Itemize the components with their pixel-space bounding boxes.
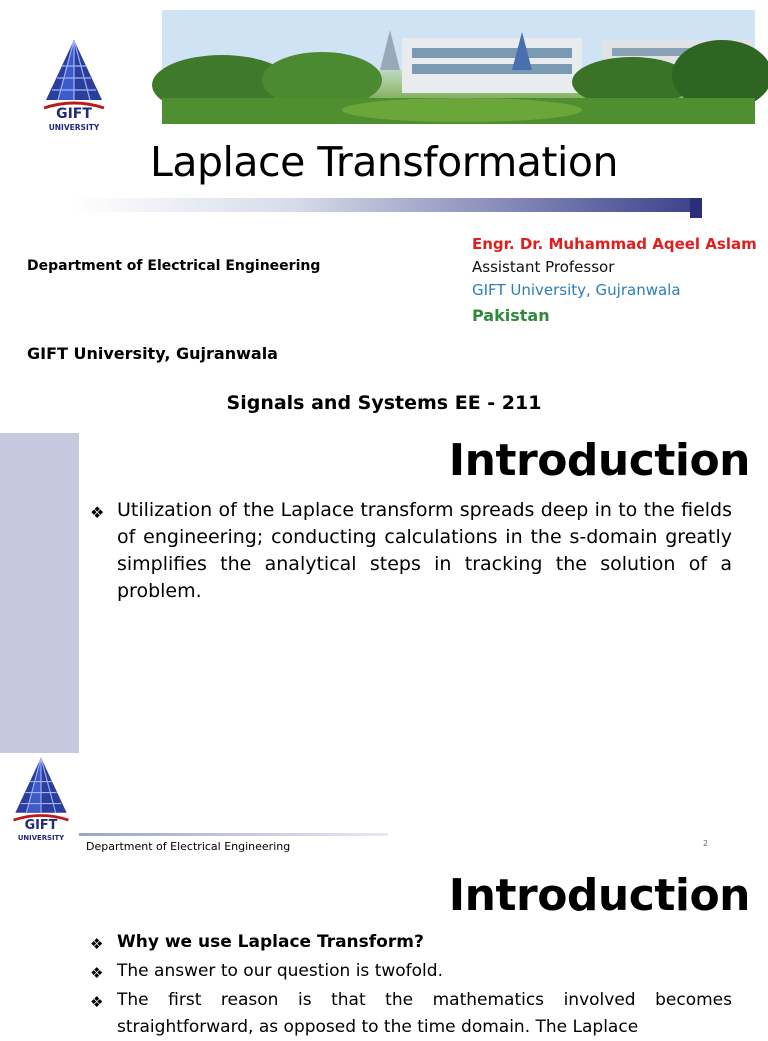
svg-text:GIFT: GIFT xyxy=(56,106,92,122)
list-item xyxy=(90,929,732,958)
footer-department: Department of Electrical Engineering xyxy=(86,840,291,853)
author-role: Assistant Professor xyxy=(472,258,615,276)
footer-rule xyxy=(79,833,388,836)
bullet-list xyxy=(90,929,732,1041)
university-label: GIFT University, Gujranwala xyxy=(27,344,278,363)
svg-text:UNIVERSITY: UNIVERSITY xyxy=(48,123,100,132)
slide-heading: Introduction xyxy=(448,870,750,921)
diamond-bullet-icon: ❖ xyxy=(90,503,105,522)
department-label: Department of Electrical Engineering xyxy=(27,258,321,274)
diamond-bullet-icon: ❖ xyxy=(90,993,104,1011)
bullet-text: The first reason is that the mathematics involved becomes straightforward, as opposed to the time domain. The Laplace xyxy=(117,990,732,1037)
bullet-text: Utilization of the Laplace transform spreads deep in to the fields of engineering; conducting calculations in the s-domain greatly simplifies the analytical steps in tracking the solution of a problem. xyxy=(117,499,732,602)
title-slide xyxy=(0,0,768,433)
gift-university-logo xyxy=(38,38,118,132)
bullet-text: The answer to our question is twofold. xyxy=(117,961,443,981)
slide-heading: Introduction xyxy=(448,435,750,486)
svg-text:GIFT: GIFT xyxy=(24,818,58,834)
author-institution: GIFT University, Gujranwala xyxy=(472,281,681,299)
author-country: Pakistan xyxy=(472,306,550,325)
introduction-slide xyxy=(0,433,768,863)
author-block xyxy=(472,233,757,327)
list-item xyxy=(90,958,732,987)
introduction-slide-2 xyxy=(0,863,768,1037)
author-name: Engr. Dr. Muhammad Aqeel Aslam xyxy=(472,235,757,253)
title-underline xyxy=(70,198,702,212)
svg-text:UNIVERSITY: UNIVERSITY xyxy=(17,834,65,843)
bullet-text: Why we use Laplace Transform? xyxy=(117,932,424,952)
gift-university-logo xyxy=(8,755,88,843)
diamond-bullet-icon: ❖ xyxy=(90,935,104,953)
campus-photo xyxy=(162,10,755,124)
course-label: Signals and Systems EE - 211 xyxy=(226,392,542,414)
side-bar xyxy=(0,433,79,753)
page-number: 2 xyxy=(703,839,709,848)
list-item xyxy=(90,987,732,1041)
bullet-list xyxy=(90,497,732,605)
diamond-bullet-icon: ❖ xyxy=(90,964,104,982)
list-item xyxy=(90,497,732,605)
slide-title: Laplace Transformation xyxy=(150,138,618,186)
